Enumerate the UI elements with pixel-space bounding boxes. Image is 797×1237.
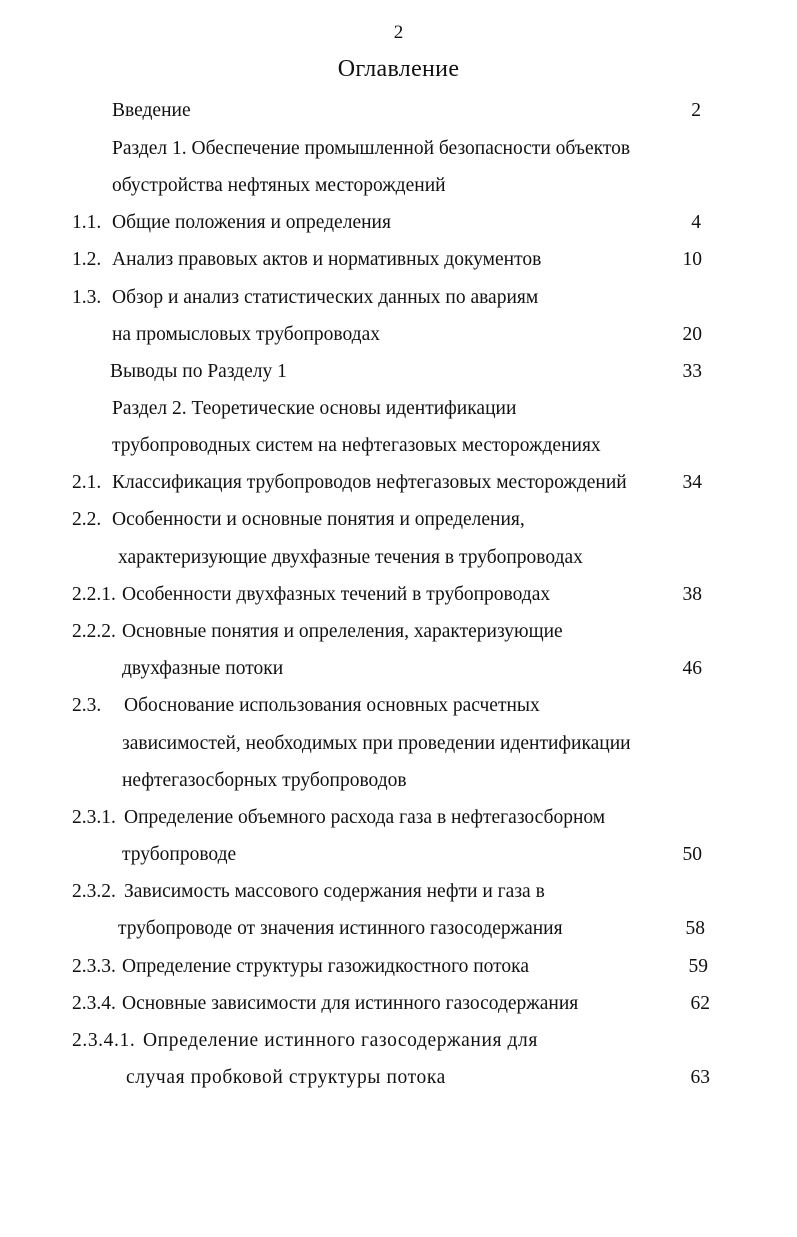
toc-entry: Общие положения и определения	[112, 212, 391, 233]
toc-number: 2.3.2.	[72, 881, 116, 902]
toc-entry-cont: случая пробковой структуры потока	[126, 1067, 446, 1088]
toc-entry-cont: нефтегазосборных трубопроводов	[122, 770, 407, 791]
toc-number: 2.2.2.	[72, 621, 116, 642]
toc-entry: Классификация трубопроводов нефтегазовых месторождений	[112, 472, 627, 493]
toc-entry: Определение структуры газожидкостного потока	[122, 956, 529, 977]
toc-section-heading-cont: обустройства нефтяных месторождений	[112, 175, 446, 196]
toc-entry: Анализ правовых актов и нормативных документов	[112, 249, 542, 270]
toc-entry-cont: трубопроводе от значения истинного газосодержания	[118, 918, 563, 939]
page-number: 2	[393, 22, 404, 43]
toc-page: 59	[688, 956, 708, 977]
toc-number: 1.3.	[72, 287, 102, 308]
toc-page: 46	[682, 658, 702, 679]
toc-entry: Выводы по Разделу 1	[110, 361, 287, 382]
toc-entry-cont: характеризующие двухфазные течения в трубопроводах	[118, 547, 583, 568]
toc-section-heading: Раздел 1. Обеспечение промышленной безопасности объектов	[112, 138, 631, 159]
toc-entry: Определение истинного газосодержания для	[143, 1030, 538, 1051]
toc-entry-cont: двухфазные потоки	[122, 658, 284, 679]
toc-number: 2.3.4.	[72, 993, 116, 1014]
toc-page: 4	[691, 212, 701, 233]
toc-entry: Обоснование использования основных расчетных	[124, 695, 540, 716]
toc-number: 2.3.1.	[72, 807, 116, 828]
toc-page: 63	[690, 1067, 710, 1088]
toc-number: 2.2.	[72, 509, 102, 530]
toc-entry: Зависимость массового содержания нефти и газа в	[124, 881, 545, 902]
toc-number: 2.3.3.	[72, 956, 116, 977]
toc-entry: Определение объемного расхода газа в нефтегазосборном	[124, 807, 606, 828]
toc-entry: Основные понятия и опрелеления, характеризующие	[122, 621, 563, 642]
toc-page: 58	[685, 918, 705, 939]
toc-entry: Особенности двухфазных течений в трубопроводах	[122, 584, 551, 605]
toc-entry: Обзор и анализ статистических данных по авариям	[112, 287, 539, 308]
toc-section-heading: Раздел 2. Теоретические основы идентификации	[112, 398, 517, 419]
toc-title: Оглавление	[337, 56, 460, 82]
toc-entry-cont: зависимостей, необходимых при проведении идентификации	[122, 733, 631, 754]
toc-number: 2.1.	[72, 472, 102, 493]
toc-page: 20	[682, 324, 702, 345]
toc-page: 10	[682, 249, 702, 270]
toc-number: 2.2.1.	[72, 584, 116, 605]
toc-page: 38	[682, 584, 702, 605]
toc-number: 1.2.	[72, 249, 102, 270]
toc-page: 33	[682, 361, 702, 382]
toc-number: 2.3.	[72, 695, 102, 716]
toc-entry-cont: трубопроводе	[122, 844, 237, 865]
toc-number: 2.3.4.1.	[72, 1030, 136, 1051]
toc-page: 50	[682, 844, 702, 865]
toc-entry-intro: Введение	[112, 100, 191, 121]
toc-section-heading-cont: трубопроводных систем на нефтегазовых месторождениях	[112, 435, 601, 456]
toc-entry: Основные зависимости для истинного газосодержания	[122, 993, 579, 1014]
toc-page: 2	[691, 100, 701, 121]
toc-number: 1.1.	[72, 212, 102, 233]
toc-page: 34	[682, 472, 702, 493]
toc-entry: Особенности и основные понятия и определения,	[112, 509, 525, 530]
toc-entry-cont: на промысловых трубопроводах	[112, 324, 380, 345]
toc-page: 62	[690, 993, 710, 1014]
